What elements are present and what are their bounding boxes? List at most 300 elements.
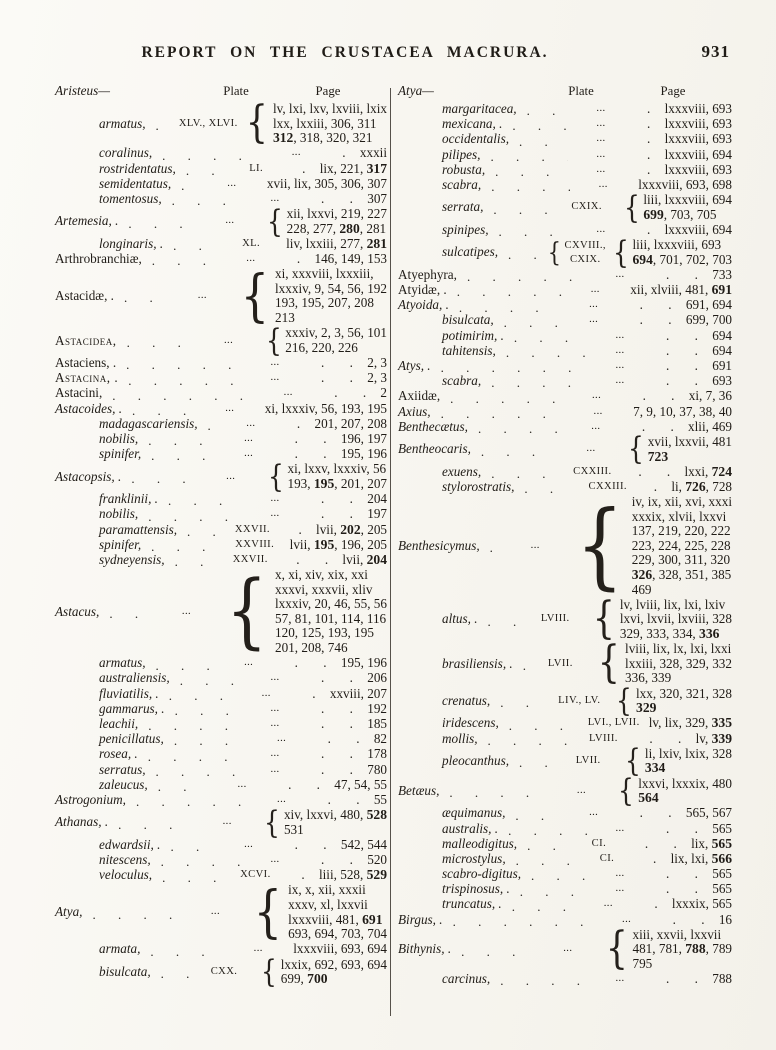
plate-ref: XLV., XLVI.	[178, 117, 238, 129]
dot-leader	[171, 177, 199, 191]
page-refs	[284, 838, 387, 853]
index-entry	[398, 344, 732, 359]
taxon-name: bisulcata,	[442, 312, 494, 328]
leader-dot: .	[321, 715, 325, 731]
taxon-name: Astacina, .	[55, 370, 119, 386]
plate-ref: ...	[615, 344, 625, 356]
leader-dot: .	[296, 251, 301, 267]
index-entry	[55, 237, 387, 252]
plate-ref: ...	[244, 838, 254, 850]
index-entry	[55, 804, 387, 841]
taxon-name: Bithynis, .	[398, 941, 452, 957]
page-ref-line: . . xlii, 469	[641, 418, 732, 434]
index-entry	[398, 716, 732, 731]
page-ref-line: xxxiv, 2, 3, 56, 101	[285, 325, 387, 341]
page-refs	[638, 732, 732, 747]
brace-glyph: {	[627, 431, 644, 468]
dot-leader	[480, 539, 503, 553]
plate-column-header: Plate	[223, 84, 249, 98]
page-refs	[655, 344, 732, 359]
taxon-name: Atyidæ, .	[398, 282, 447, 298]
index-entry	[398, 852, 732, 867]
plate-ref: XXVII.	[234, 523, 270, 535]
page-refs	[317, 732, 387, 747]
plate-ref: LIV., LV.	[558, 694, 601, 706]
dot-leader	[496, 344, 587, 358]
index-entry	[55, 879, 387, 945]
page-refs	[259, 954, 387, 991]
page-ref-line: . . 788	[666, 971, 732, 987]
dot-leader	[198, 417, 218, 431]
plate-ref: ...	[530, 539, 540, 551]
leader-dot: .	[670, 418, 674, 434]
dot-leader	[483, 201, 553, 215]
plate-ref: ...	[589, 299, 599, 311]
page-ref-line: . lix, 221, 317	[302, 160, 387, 176]
page-refs	[286, 237, 387, 252]
taxon-name: veloculus,	[99, 867, 153, 883]
leader-dot: .	[316, 776, 320, 792]
page-refs	[323, 386, 387, 401]
leader-dot: .	[302, 160, 306, 176]
taxon-name: nobilis,	[99, 430, 139, 446]
plate-ref: CI.	[591, 837, 607, 849]
plate-ref: ...	[244, 432, 254, 444]
index-entry	[398, 298, 732, 313]
plate-ref: ...	[246, 417, 256, 429]
taxon-name: Betæus,	[398, 782, 440, 798]
dot-leader	[138, 508, 242, 522]
plate-ref: XCVI.	[240, 869, 271, 881]
dot-leader	[116, 356, 242, 370]
page-ref-line: lxxxiv, 20, 46, 55, 56	[275, 596, 387, 612]
dot-leader	[102, 387, 255, 401]
plate-ref: ...	[615, 868, 625, 880]
page-ref-line: lxvi, lxvii, lxviii, 328	[619, 611, 732, 627]
index-entry	[55, 371, 387, 386]
page-ref-line: 223, 224, 225, 228	[631, 537, 731, 553]
index-column	[398, 84, 732, 987]
taxon-name: truncatus, .	[442, 896, 502, 912]
leader-dot: .	[321, 852, 325, 868]
page-refs	[221, 564, 387, 659]
page-refs	[310, 192, 387, 207]
index-entry	[55, 458, 387, 495]
page-ref-line: xii, lxxvi, 219, 227	[286, 206, 387, 222]
page-ref-line: lv, lix, 329, 335	[648, 715, 732, 731]
dot-leader	[141, 538, 222, 552]
page-ref-line: 699, 700	[280, 971, 328, 987]
page-ref-line: liv, lxxiii, 277, 281	[286, 235, 387, 251]
index-entry	[398, 374, 732, 389]
taxon-name: paramattensis,	[99, 521, 178, 537]
leader-dot: .	[362, 385, 367, 401]
leader-dot: .	[321, 700, 325, 716]
page-ref-line: . . lxxi, 724	[638, 463, 732, 479]
dot-leader	[449, 299, 561, 313]
page-refs	[634, 837, 732, 852]
page-ref-line: . lxxxviii, 694	[647, 221, 732, 237]
leader-dot: .	[327, 731, 331, 747]
brace-glyph: {	[267, 458, 284, 495]
plate-ref: { CXVIII., CXIX.	[547, 237, 606, 268]
page-refs	[629, 298, 732, 313]
dot-leader	[152, 147, 263, 161]
page-refs	[293, 942, 387, 957]
taxon-name: nobilis,	[99, 506, 139, 522]
page-refs	[237, 263, 387, 329]
dot-leader	[121, 470, 197, 484]
plate-ref: ...	[244, 448, 254, 460]
page-ref-line: . . 82	[327, 731, 387, 747]
dot-leader	[498, 822, 587, 836]
index-entry	[398, 431, 732, 468]
taxon-name: Birgus, .	[398, 911, 443, 927]
plate-ref: ...	[223, 334, 234, 346]
dot-leader	[146, 117, 176, 131]
page-refs	[286, 252, 387, 267]
page-refs	[629, 313, 732, 328]
page-ref-line: 228, 277, 280, 281	[286, 220, 387, 236]
page-ref-line: 329, 333, 334, 336	[619, 626, 720, 642]
leader-dot: .	[324, 551, 329, 567]
page-refs	[310, 702, 387, 717]
page-refs	[655, 268, 732, 283]
dot-leader	[108, 816, 194, 830]
index-entry	[398, 897, 732, 912]
index-column	[55, 83, 387, 991]
taxon-name: fluviatilis, .	[99, 685, 159, 701]
page-refs	[636, 148, 732, 163]
leader-dot: .	[701, 911, 705, 927]
page-ref-line: liii, lxxxviii, 694	[643, 192, 732, 208]
index-entry	[398, 773, 732, 810]
plate-ref: ...	[598, 178, 608, 190]
taxon-name: Artemesia, .	[55, 213, 119, 229]
page-ref-line: lxxvi, lxxxix, 480	[638, 775, 732, 791]
taxon-name: coralinus,	[99, 145, 153, 161]
dot-leader	[481, 178, 570, 192]
taxon-name: Astacoides, .	[55, 400, 123, 416]
page-refs	[638, 178, 732, 193]
leader-dot: .	[321, 190, 325, 206]
index-entry	[55, 402, 387, 417]
dot-leader	[151, 853, 242, 867]
page-ref-line: . xxxii	[342, 145, 387, 161]
index-entry	[55, 942, 387, 957]
dot-leader	[498, 246, 543, 260]
page-ref-line: lxx, 320, 321, 328	[636, 685, 732, 701]
taxon-name: edwardsii, .	[99, 836, 161, 852]
page-ref-line: . . 694	[666, 342, 732, 358]
index-entry	[55, 763, 387, 778]
dot-leader	[481, 374, 587, 388]
page-refs	[655, 374, 732, 389]
page-ref-line: li, lxiv, lxix, 328	[644, 745, 732, 761]
page-refs	[655, 359, 732, 374]
brace-glyph: {	[598, 638, 621, 689]
page-ref-line: . . 2, 3	[321, 355, 387, 371]
dot-leader	[165, 702, 242, 716]
page-ref-line: 334	[644, 760, 666, 776]
leader-dot: .	[647, 101, 651, 116]
index-entry	[55, 356, 387, 371]
leader-dot: .	[301, 867, 305, 883]
taxon-name: australis, .	[442, 820, 499, 836]
leader-dot: .	[294, 836, 298, 852]
column-lead-word: Atya—	[398, 83, 434, 99]
plate-ref: XXVIII.	[235, 538, 275, 550]
dot-leader	[510, 883, 587, 897]
taxon-name: Astrogonium,	[55, 791, 126, 807]
dot-leader	[142, 252, 218, 266]
plate-ref: ...	[181, 605, 192, 617]
dot-leader	[146, 763, 243, 777]
dot-leader	[431, 359, 587, 373]
index-entry	[55, 252, 387, 267]
index-entry	[398, 683, 732, 720]
taxon-name: sulcatipes,	[442, 244, 499, 260]
leader-dot: .	[694, 373, 698, 389]
leader-dot: .	[694, 342, 698, 358]
page-ref-line: 216, 220, 226	[285, 339, 358, 355]
plate-ref: XL.	[242, 237, 261, 249]
plate-ref: ...	[244, 657, 254, 669]
page-column-header: Page	[660, 84, 686, 98]
plate-column-header: Plate	[568, 84, 594, 98]
page-refs	[632, 389, 732, 404]
page-ref-line: . xxviii, 207	[312, 685, 387, 701]
page-ref-line: xxxv, xl, lxxvii	[288, 897, 368, 913]
plate-ref: LVI., LVII.	[587, 717, 640, 729]
leader-dot: .	[647, 146, 651, 162]
dot-leader	[117, 334, 196, 348]
page-ref-line: iv, ix, xii, xvi, xxxi	[631, 494, 732, 510]
plate-ref: ...	[270, 192, 280, 204]
dot-leader	[478, 732, 571, 746]
plate-ref: ...	[563, 943, 573, 955]
plate-ref: LVIII.	[589, 732, 618, 744]
page-ref-line: . . xi, 7, 36	[642, 388, 732, 404]
taxon-name: iridescens,	[442, 715, 499, 731]
page-ref-line: . . 699, 700	[639, 312, 732, 328]
index-entry	[398, 480, 732, 495]
page-refs	[310, 747, 387, 762]
index-entry	[398, 359, 732, 374]
leader-dot: .	[321, 370, 325, 386]
leader-dot: .	[668, 312, 672, 328]
taxon-name: occidentalis,	[442, 131, 510, 147]
plate-ref: ...	[197, 290, 207, 302]
plate-ref: ...	[246, 253, 256, 265]
dot-leader	[118, 372, 242, 386]
plate-ref: CXIX.	[571, 201, 602, 213]
leader-dot: .	[321, 491, 325, 507]
page-refs	[310, 492, 387, 507]
dot-leader	[439, 784, 548, 798]
plate-ref: ...	[225, 402, 235, 414]
dot-leader	[114, 289, 169, 303]
page-ref-line: lxxxviii, 481, 691	[288, 911, 383, 927]
dot-leader	[138, 717, 242, 731]
brace-glyph: {	[266, 203, 283, 240]
taxon-name: Benthesicymus,	[398, 537, 480, 553]
taxon-name: Bentheocaris,	[398, 441, 471, 457]
index-entry	[55, 322, 387, 359]
dot-leader	[502, 898, 576, 912]
dot-leader	[509, 754, 555, 768]
taxon-name: Astacidæ, .	[55, 288, 114, 304]
leader-dot: .	[653, 478, 658, 494]
leader-dot: .	[678, 730, 682, 746]
taxon-name: armatus,	[99, 115, 146, 131]
taxon-name: Astacopsis, .	[55, 468, 122, 484]
plate-ref: ...	[225, 215, 235, 227]
page-refs	[287, 523, 387, 538]
page-refs	[265, 402, 387, 417]
page-refs	[626, 431, 732, 468]
leader-dot: .	[312, 685, 316, 701]
taxon-name: nitescens,	[99, 852, 151, 868]
page-refs	[570, 490, 732, 600]
taxon-name: franklinii, .	[99, 491, 158, 507]
index-entry	[55, 146, 387, 161]
leader-dot: .	[694, 266, 698, 282]
leader-dot: .	[294, 430, 298, 446]
index-entry	[55, 523, 387, 538]
page-ref-line: . . 192	[321, 700, 387, 716]
plate-ref: ...	[270, 357, 280, 369]
page-refs	[286, 417, 387, 432]
dot-leader	[122, 402, 197, 416]
dot-leader	[140, 943, 225, 957]
page-refs	[284, 447, 387, 462]
page-column-header: Page	[315, 84, 341, 98]
taxon-name: Astacidea,	[55, 332, 117, 348]
taxon-name: microstylus,	[442, 850, 506, 866]
page-refs	[301, 687, 387, 702]
plate-ref: ...	[615, 375, 625, 387]
index-entry	[55, 717, 387, 732]
leader-dot: .	[694, 866, 698, 882]
index-entry	[398, 837, 732, 852]
index-entry	[55, 507, 387, 522]
page-ref-line: . . lix, 565	[644, 835, 732, 851]
page-ref-line: . . 693	[666, 373, 732, 389]
dot-leader	[514, 480, 574, 494]
page-ref-line: lxx, lxxiii, 306, 311	[272, 115, 377, 131]
dot-leader	[490, 972, 587, 986]
page-refs	[636, 132, 732, 147]
leader-dot: .	[673, 835, 677, 851]
page-ref-line: . . 542, 544	[294, 836, 387, 852]
taxon-name: Axiidæ,	[398, 388, 441, 404]
page-refs	[310, 507, 387, 522]
index-entry	[55, 447, 387, 462]
page-ref-line: 57, 81, 101, 114, 116	[275, 610, 387, 626]
page-ref-line: . . 691, 694	[639, 297, 732, 313]
index-entry	[398, 420, 732, 435]
leader-dot: .	[349, 506, 353, 522]
page-refs	[655, 329, 732, 344]
page-ref-line: 723	[647, 448, 669, 464]
page-ref-line: . . lvii, 204	[296, 551, 387, 567]
page-ref-line: . . 307	[321, 190, 387, 206]
leader-dot: .	[694, 971, 698, 987]
leader-dot: .	[349, 670, 353, 686]
page-ref-line: 693, 694, 703, 704	[288, 926, 387, 942]
page-refs	[636, 223, 732, 238]
page-refs	[590, 593, 732, 644]
leader-dot: .	[349, 761, 353, 777]
dot-leader	[499, 717, 581, 731]
leader-dot: .	[349, 355, 353, 371]
page-ref-line: . . 206	[321, 670, 387, 686]
taxon-name: exuens,	[442, 463, 482, 479]
page-refs	[631, 420, 732, 435]
plate-ref: LVIII.	[540, 613, 570, 625]
plate-ref: ...	[615, 973, 625, 985]
column-header-row	[398, 84, 732, 99]
taxon-name: tahitensis,	[442, 342, 496, 358]
plate-ref: ...	[615, 268, 625, 280]
page-ref-line: . . 196, 197	[294, 430, 387, 446]
plate-ref: ...	[226, 470, 236, 482]
index-entry	[55, 954, 387, 991]
brace-glyph: {	[265, 322, 282, 359]
page-refs	[595, 638, 732, 689]
page-ref-line: . . 178	[321, 746, 387, 762]
leader-dot: .	[694, 820, 698, 836]
plate-ref: ...	[596, 223, 606, 235]
dot-leader	[177, 523, 219, 537]
page-ref-line: 326, 328, 351, 385	[631, 567, 732, 583]
page-refs	[636, 117, 732, 132]
plate-ref: ...	[590, 284, 600, 296]
page-refs	[267, 177, 387, 192]
leader-dot: .	[639, 312, 643, 328]
dot-leader	[162, 192, 242, 206]
index-entry	[55, 838, 387, 853]
page-ref-line: 120, 125, 193, 195	[275, 625, 374, 641]
page-refs	[636, 102, 732, 117]
leader-dot: .	[349, 491, 353, 507]
page-ref-line: . lxxxviii, 693	[647, 116, 732, 132]
taxon-name: pleocanthus,	[442, 753, 510, 769]
plate-ref: LI.	[249, 162, 264, 174]
index-entry	[398, 117, 732, 132]
dot-leader	[159, 687, 234, 701]
plate-ref: ...	[270, 748, 280, 760]
leader-dot: .	[321, 355, 325, 371]
page-ref-line: lv, lxi, lxv, lxviii, lxix	[272, 101, 387, 116]
plate-ref: ...	[283, 387, 293, 399]
page-ref-line: 193, 195, 207, 208	[275, 295, 374, 311]
page-refs	[630, 283, 732, 298]
page-refs	[629, 806, 732, 821]
page-ref-line: . liii, 528, 529	[301, 867, 387, 883]
dot-leader	[160, 838, 215, 852]
index-entry	[55, 203, 387, 240]
taxon-name: Atys, .	[398, 358, 431, 373]
index-entry	[398, 102, 732, 117]
taxon-name: gammarus, .	[99, 700, 165, 716]
dot-leader	[504, 329, 587, 343]
leader-dot: .	[321, 506, 325, 522]
dot-leader	[480, 148, 568, 162]
leader-dot: .	[666, 373, 670, 389]
taxon-name: æquimanus,	[442, 805, 506, 821]
